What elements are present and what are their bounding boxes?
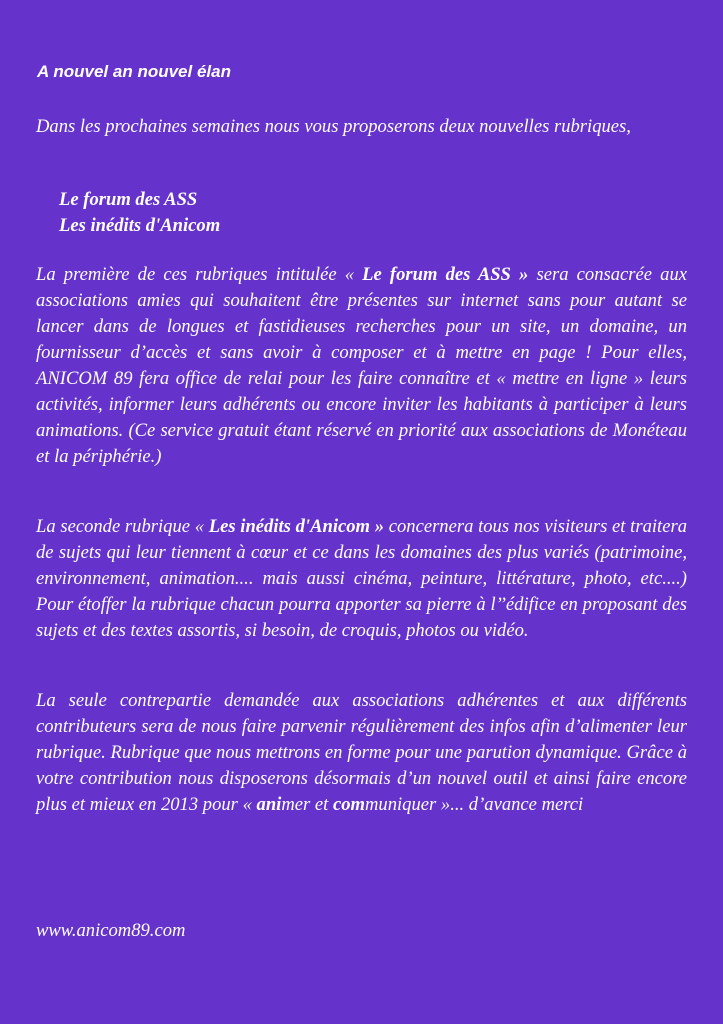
paragraph-forum-before: La première de ces rubriques intitulée « xyxy=(36,264,363,285)
intro-paragraph: Dans les prochaines semaines nous vous proposerons deux nouvelles rubriques, xyxy=(36,116,631,137)
paragraph-inedits-title: Les inédits d'Anicom » xyxy=(208,516,385,537)
paragraph-inedits-before: La seconde rubrique « xyxy=(36,516,209,537)
paragraph-inedits xyxy=(36,514,687,644)
paragraph-contrepartie-com: com xyxy=(332,794,365,815)
paragraph-contrepartie-ani: ani xyxy=(256,794,282,815)
paragraph-forum-after: sera consacrée aux associations amies qui souhaitent être présentes sur internet sans pour autant se lancer dans de longues et fastidieuses recherches pour un site, un domaine, un fournisseur d’accès et sans avoir à composer et à mettre en page ! Pour elles, ANICOM 89 fera office de relai pour les faire connaître et « mettre en ligne » leurs activités, informer leurs adhérents ou encore inviter les habitants à participer à leurs animations. (Ce service gratuit étant réservé en priorité aux associations de Monéteau et la périphérie.) xyxy=(36,264,687,467)
rubrique-forum-des-ass: Le forum des ASS xyxy=(59,189,198,210)
page-title: A nouvel an nouvel élan xyxy=(37,62,231,81)
rubrique-list xyxy=(59,187,220,239)
paragraph-contrepartie-end: muniquer »... d’avance merci xyxy=(364,794,584,815)
paragraph-contrepartie-mid: mer et xyxy=(281,794,333,815)
paragraph-forum-title: Le forum des ASS » xyxy=(362,264,529,285)
rubrique-inedits-anicom: Les inédits d'Anicom xyxy=(59,215,221,236)
paragraph-contrepartie-text: La seule contrepartie demandée aux associations adhérentes et aux différents contributeurs sera de nous faire parvenir régulièrement des infos afin d’alimenter leur rubrique. Rubrique que nous mettrons en forme pour une parution dynamique. Grâce à votre contribution nous disposerons désormais d’un nouvel outil et ainsi faire encore plus et mieux en 2013 pour « xyxy=(36,690,687,815)
website-link[interactable]: www.anicom89.com xyxy=(36,920,186,941)
paragraph-forum xyxy=(36,262,687,470)
paragraph-inedits-after: concernera tous nos visiteurs et traitera de sujets qui leur tiennent à cœur et ce dans les domaines des plus variés (patrimoine, environnement, animation.... mais aussi cinéma, peinture, littérature, photo, etc....) Pour étoffer la rubrique chacun pourra apporter sa pierre à l’’édifice en proposant des sujets et des textes assortis, si besoin, de croquis, photos ou vidéo. xyxy=(36,516,687,641)
paragraph-contrepartie xyxy=(36,688,687,818)
